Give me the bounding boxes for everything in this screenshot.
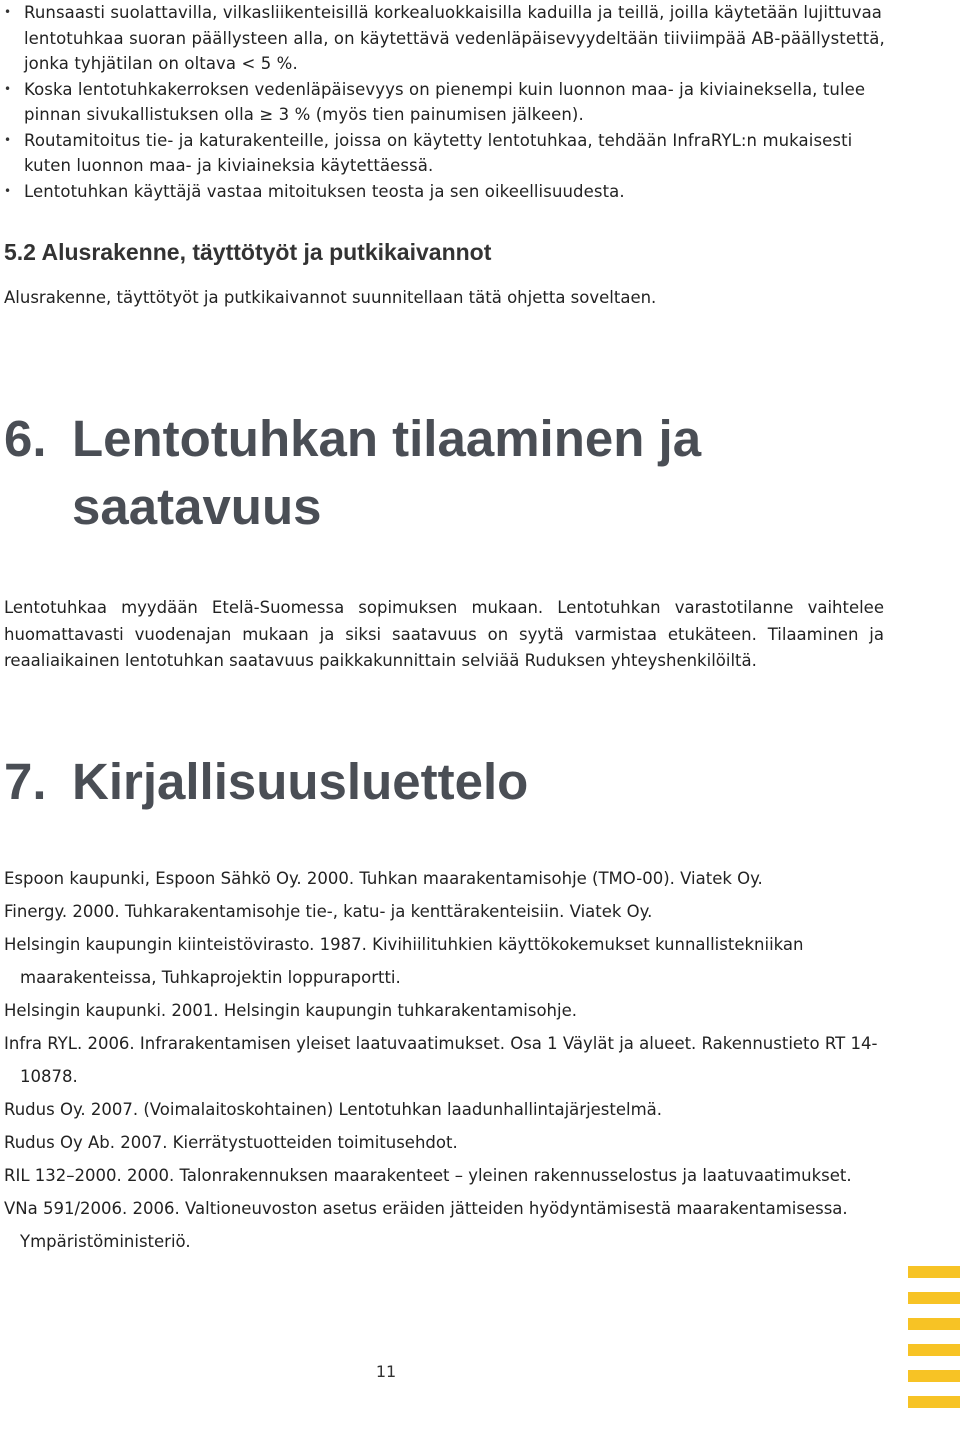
decorative-stripe [908,1344,960,1356]
chapter-title: Lentotuhkan tilaaminen ja [72,410,702,467]
reference-item: RIL 132–2000. 2000. Talonrakennuksen maarakenteet – yleinen rakennusselostus ja laatuvaatimukset. [4,1166,852,1185]
reference-list [4,862,894,1258]
chapter-title-continued: saatavuus [72,478,322,535]
bullet-item: • Koska lentotuhkakerroksen vedenläpäisevyys on pienempi kuin luonnon maa- ja kiviaineksella, tulee pinnan sivukallistuksen olla ≥ 3 % (myös tien painumisen jälkeen). [4,77,904,128]
bullet-item: • Runsaasti suolattavilla, vilkasliikenteisillä korkealuokkaisilla kaduilla ja teillä, joilla käytetään lujittuvaa lentotuhkaa suoran päällysteen alla, on käytettävä vedenläpäisevyydeltään tiiviimpää AB-päällystettä, jonka tyhjätilan on oltava < 5 %. [4,0,904,77]
chapter-number: 6. [4,410,47,467]
decorative-stripe [908,1318,960,1330]
chapter-title: Kirjallisuusluettelo [72,753,529,810]
reference-item: Helsingin kaupungin kiinteistövirasto. 1987. Kivihiilituhkien käyttökokemukset kunnallistekniikan maarakenteissa, Tuhkaprojektin loppuraportti. [4,935,804,987]
reference-item: Espoon kaupunki, Espoon Sähkö Oy. 2000. Tuhkan maarakentamisohje (TMO-00). Viatek Oy. [4,869,763,888]
bullet-item: • Routamitoitus tie- ja katurakenteille, joissa on käytetty lentotuhkaa, tehdään InfraRYL:n mukaisesti kuten luonnon maa- ja kiviaineksia käytettäessä. [4,128,904,179]
chapter-heading-7 [4,748,528,816]
chapter-number: 7. [4,753,47,810]
decorative-stripes [908,1266,960,1422]
decorative-stripe [908,1396,960,1408]
section-5-2-text: Alusrakenne, täyttötyöt ja putkikaivannot suunnitellaan tätä ohjetta soveltaen. [4,288,657,307]
decorative-stripe [908,1292,960,1304]
decorative-stripe [908,1266,960,1278]
reference-item: Infra RYL. 2006. Infrarakentamisen yleiset laatuvaatimukset. Osa 1 Väylät ja alueet. Rakennustieto RT 14-10878. [4,1034,878,1086]
reference-item: Rudus Oy. 2007. (Voimalaitoskohtainen) Lentotuhkan laadunhallintajärjestelmä. [4,1100,663,1119]
bullet-item: • Lentotuhkan käyttäjä vastaa mitoituksen teosta ja sen oikeellisuudesta. [4,179,904,205]
section-6-text: Lentotuhkaa myydään Etelä-Suomessa sopimuksen mukaan. Lentotuhkan varastotilanne vaihtelee huomattavasti vuodenajan mukaan ja siksi saatavuus on syytä varmistaa etukäteen. Tilaaminen ja reaaliaikainen lentotuhkan saatavuus paikkakunnittain selviää Ruduksen yhteyshenkilöiltä. [4,598,884,670]
bullet-list [4,0,904,204]
section-heading-5-2: 5.2 Alusrakenne, täyttötyöt ja putkikaivannot [4,239,492,265]
decorative-stripe [908,1370,960,1382]
page-number: 11 [375,1362,397,1381]
reference-item: Finergy. 2000. Tuhkarakentamisohje tie-, katu- ja kenttärakenteisiin. Viatek Oy. [4,902,653,921]
reference-item: VNa 591/2006. 2006. Valtioneuvoston asetus eräiden jätteiden hyödyntämisestä maarakentamisessa. Ympäristöministeriö. [4,1199,848,1251]
reference-item: Helsingin kaupunki. 2001. Helsingin kaupungin tuhkarakentamisohje. [4,1001,577,1020]
reference-item: Rudus Oy Ab. 2007. Kierrätystuotteiden toimitusehdot. [4,1133,458,1152]
chapter-heading-6 [4,405,701,541]
